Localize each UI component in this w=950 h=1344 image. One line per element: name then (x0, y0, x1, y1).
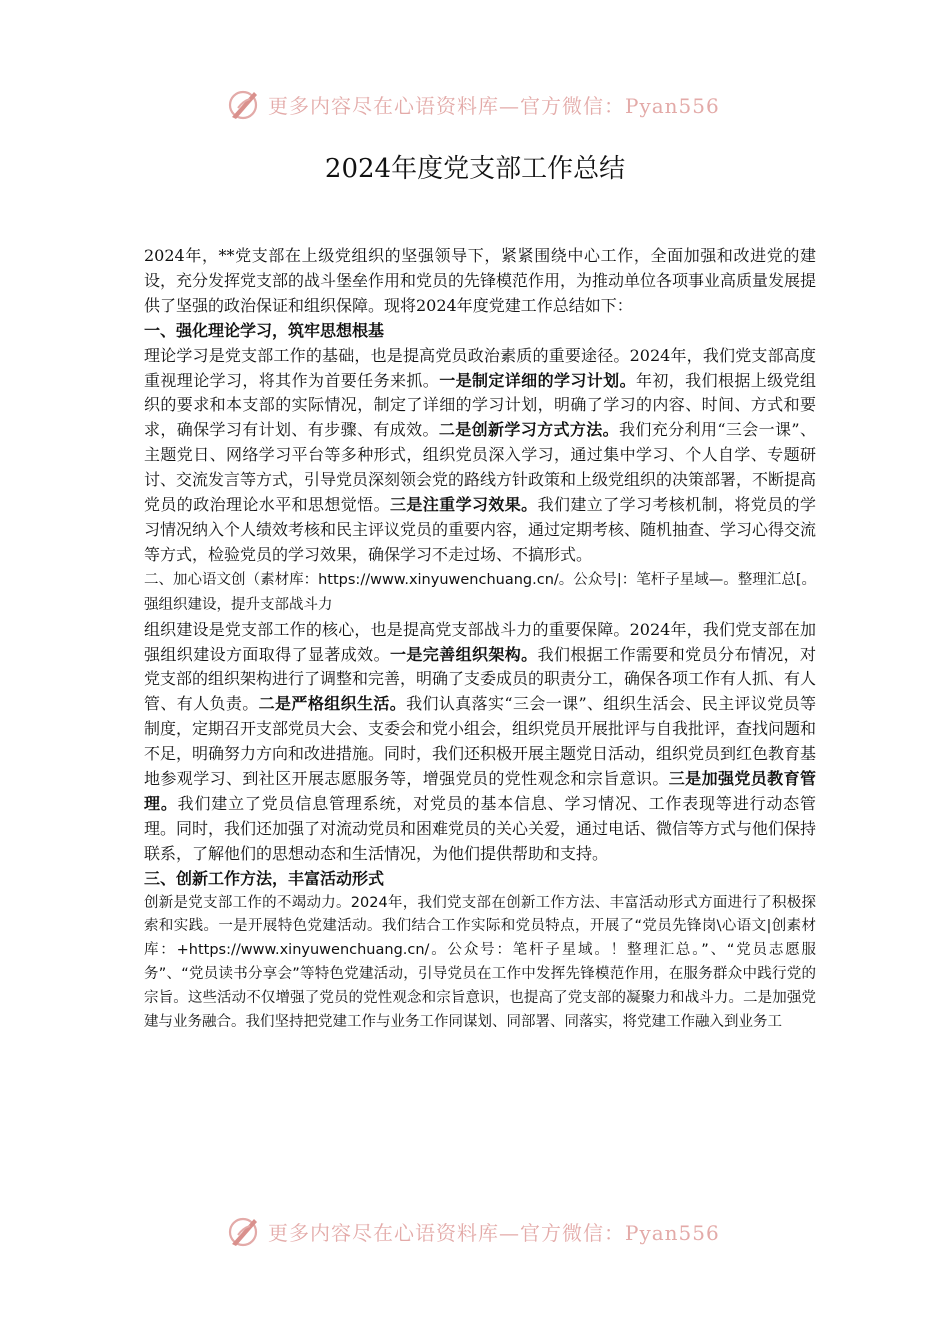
section-2-text-4: 我们建立了党员信息管理系统，对党员的基本信息、学习情况、工作表现等进行动态管理。同时，我们还加强了对流动党员和困难党员的关心关爱，通过电话、微信等方式与他们保持联系，了解他们的思想动态和生活情况，为他们提供帮助和支持。 (144, 793, 817, 863)
intro-paragraph: 2024年，**党支部在上级党组织的坚强领导下，紧紧围绕中心工作，全面加强和改进党的建设，充分发挥党支部的战斗堡垒作用和党员的先锋模范作用，为推动单位各项事业高质量发展提供了坚强的政治保证和组织保障。现将2024年度党建工作总结如下： (144, 246, 817, 315)
section-1-text-3: 我们充分利用“三会一课”、主题党日、网络学习平台等多种形式，组织党员深入学习，通过集中学习、个人自学、专题研讨、交流发言等方式，引导党员深刻领会党的路线方针政策和上级党组织的决策部署，不断提高党员的政治理论水平和思想觉悟。 (144, 420, 817, 515)
section-1-text-4: 我们建立了学习考核机制，将党员的学习情况纳入个人绩效考核和民主评议党员的重要内容，通过定期考核、随机抽查、学习心得交流等方式，检验党员的学习效果，确保学习不走过场、不搞形式。 (144, 495, 817, 564)
brush-logo-icon (226, 1213, 262, 1249)
section-1-text-1: 理论学习是党支部工作的基础，也是提高党员政治素质的重要途径。2024年，我们党支部高度重视理论学习，将其作为首要任务来抓。 (144, 345, 816, 390)
section-2-heading: 二、加心语文创（素材库：https://www.xinyuwenchuang.cn/。公众号|：笔杆子星域—。整理汇总[。强组织建设，提升支部战斗力 (144, 571, 816, 613)
section-1-text-2: 年初，我们根据上级党组织的要求和本支部的实际情况，制定了详细的学习计划，明确了学习的内容、时间、方式和要求，确保学习有计划、有步骤、有成效。 (144, 370, 816, 440)
section-3-paragraph: 创新是党支部工作的不竭动力。2024年，我们党支部在创新工作方法、丰富活动形式方面进行了积极探索和实践。一是开展特色党建活动。我们结合工作实际和党员特点，开展了“党员先锋岗\心语文|创素材库：+https://www.xinyuwenchuang.cn/。公众号：笔杆子星域。！整理汇总。”、“党员志愿服务”、“党员读书分享会”等特色党建活动，引导党员在工作中发挥先锋模范作用，在服务群众中践行党的宗旨。这些活动不仅增强了党员的党性观念和宗旨意识，也提高了党支部的凝聚力和战斗力。二是加强党建与业务融合。我们坚持把党建工作与业务工作同谋划、同部署、同落实，将党建工作融入到业务工 (144, 894, 816, 1030)
section-2-point-3: 三是加强党员教育管理。 (144, 769, 816, 813)
section-1-point-1: 一是制定详细的学习计划。 (439, 370, 636, 390)
document-title: 2024年度党支部工作总结 (324, 154, 626, 184)
banner-text: 更多内容尽在心语资料库—官方微信：Pyan556 (268, 1220, 720, 1245)
section-2-paragraph (144, 618, 816, 867)
section-3-heading: 三、创新工作方法，丰富活动形式 (144, 868, 385, 888)
header-watermark-banner (226, 86, 746, 122)
brush-logo-icon (226, 86, 262, 122)
document-body (144, 244, 816, 1034)
section-2-text-3: 我们认真落实“三会一课”、组织生活会、民主评议党员等制度，定期召开支部党员大会、支委会和党小组会，组织党员开展批评与自我批评，查找问题和不足，明确努力方向和改进措施。同时，我们还积极开展主题党日活动，组织党员到红色教育基地参观学习、到社区开展志愿服务等，增强党员的党性观念和宗旨意识。 (144, 694, 817, 789)
section-1-paragraph (144, 344, 816, 568)
banner-text: 更多内容尽在心语资料库—官方微信：Pyan556 (268, 93, 720, 118)
footer-watermark-banner (226, 1213, 746, 1249)
section-2-text-1: 组织建设是党支部工作的核心，也是提高党支部战斗力的重要保障。2024年，我们党支部在加强组织建设方面取得了显著成效。 (144, 619, 816, 664)
section-2-text-2: 我们根据工作需要和党员分布情况，对党支部的组织架构进行了调整和完善，明确了支委成员的职责分工，确保各项工作有人抓、有人管、有人负责。 (144, 644, 817, 714)
section-2-point-2: 二是严格组织生活。 (258, 694, 407, 714)
section-1-heading: 一、强化理论学习，筑牢思想根基 (144, 320, 385, 340)
section-1-point-3: 三是注重学习效果。 (389, 495, 538, 515)
section-1-point-2: 二是创新学习方式方法。 (438, 420, 620, 440)
section-2-point-1: 一是完善组织架构。 (389, 644, 538, 664)
